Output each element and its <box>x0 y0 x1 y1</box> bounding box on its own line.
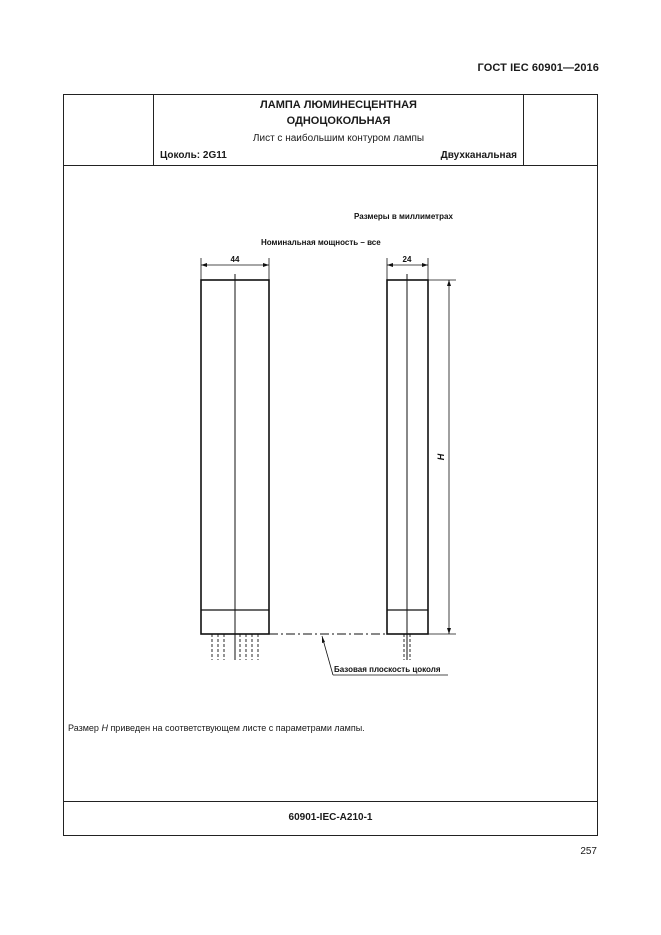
side-depth-label: 24 <box>402 255 412 264</box>
base-plane-label: Базовая плоскость цоколя <box>334 665 441 674</box>
channel-label: Двухканальная <box>440 150 517 161</box>
note-text-after: приведен на соответствующем листе с параметрами лампы. <box>107 723 365 733</box>
base-plane-arrow <box>322 636 325 643</box>
standard-number: ГОСТ IEC 60901—2016 <box>477 62 599 74</box>
dimension-note <box>68 723 365 733</box>
units-note: Размеры в миллиметрах <box>354 212 453 221</box>
note-symbol: H <box>101 723 108 733</box>
front-width-label: 44 <box>230 255 240 264</box>
base-label: Цоколь: 2G11 <box>160 150 227 161</box>
title-line-2: ОДНОЦОКОЛЬНАЯ <box>286 115 391 127</box>
title-line-1: ЛАМПА ЛЮМИНЕСЦЕНТНАЯ <box>260 99 417 111</box>
page-number: 257 <box>580 846 597 857</box>
front-view <box>201 258 269 660</box>
power-note: Номинальная мощность – все <box>261 238 381 247</box>
sheet-subtitle: Лист с наибольшим контуром лампы <box>252 133 425 144</box>
sheet-code: 60901-IEC-A210-1 <box>288 812 373 823</box>
note-text-before: Размер <box>68 723 102 733</box>
height-label: H <box>436 453 446 461</box>
